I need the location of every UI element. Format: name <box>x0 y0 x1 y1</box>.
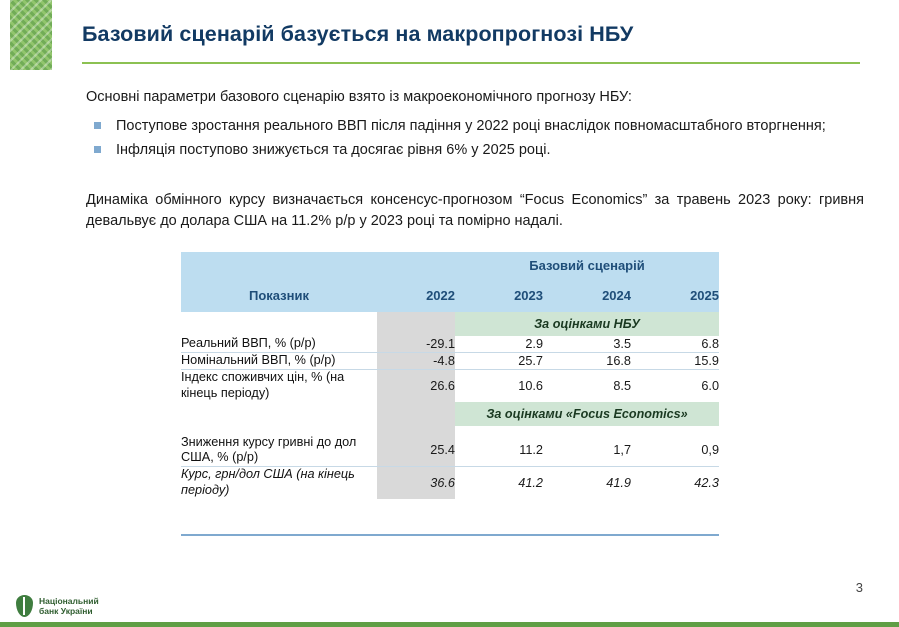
header-spacer <box>377 252 455 278</box>
cell-2025: 42.3 <box>631 467 719 499</box>
nbu-logo-line1: Національний <box>39 595 99 606</box>
page-number: 3 <box>855 580 863 595</box>
cell-2024: 1,7 <box>543 435 631 467</box>
bullet-marker-icon <box>94 122 101 129</box>
cell-2024: 8.5 <box>543 369 631 401</box>
cell-2022: 25.4 <box>377 435 455 467</box>
section-spacer-2022 <box>377 312 455 336</box>
table-spacer-row <box>181 426 719 435</box>
nbu-emblem-icon <box>16 595 33 617</box>
nbu-logo-line2: банк України <box>39 606 93 616</box>
bullet-list <box>92 116 872 163</box>
body-paragraph: Динаміка обмінного курсу визначається консенсус-прогнозом “Focus Economics” за травень 2023 року: гривня девальвує до долара США на 11.2% р/р у 2023 році та помірно надалі. <box>86 192 864 230</box>
table-header-group-row <box>181 252 719 278</box>
cell-2024: 16.8 <box>543 352 631 369</box>
nbu-logo <box>16 595 99 617</box>
cell-2024: 3.5 <box>543 336 631 352</box>
cell-2023: 2.9 <box>455 336 543 352</box>
cell-2025: 6.0 <box>631 369 719 401</box>
spacer-cell <box>181 426 377 435</box>
header-spacer <box>181 252 377 278</box>
cell-2023: 11.2 <box>455 435 543 467</box>
cell-2025: 15.9 <box>631 352 719 369</box>
table-bottom-divider <box>181 534 719 536</box>
section-spacer <box>181 402 377 426</box>
column-header-2024: 2024 <box>543 278 631 312</box>
title-divider <box>82 62 860 64</box>
column-header-indicator: Показник <box>181 278 377 312</box>
row-label: Індекс споживчих цін, % (на кінець періоду) <box>181 369 377 401</box>
nbu-logo-text <box>39 596 99 616</box>
cell-2022: 36.6 <box>377 467 455 499</box>
table-row <box>181 369 719 401</box>
section-spacer-2022 <box>377 402 455 426</box>
intro-text: Основні параметри базового сценарію взято із макроекономічного прогнозу НБУ: <box>86 89 632 105</box>
cell-2023: 25.7 <box>455 352 543 369</box>
list-item-label: Поступове зростання реального ВВП після падіння у 2022 році внаслідок повномасштабного вторгнення; <box>116 118 826 134</box>
spacer-cell <box>543 426 631 435</box>
forecast-table <box>181 252 719 499</box>
page-title: Базовий сценарій базується на макропрогнозі НБУ <box>82 22 634 46</box>
list-item <box>92 116 872 137</box>
column-header-2022: 2022 <box>377 278 455 312</box>
row-label: Зниження курсу гривні до дол США, % (р/р) <box>181 435 377 467</box>
table-header-row <box>181 278 719 312</box>
section-label-focus: За оцінками «Focus Economics» <box>455 402 719 426</box>
list-item <box>92 140 872 161</box>
table-row <box>181 336 719 352</box>
section-spacer <box>181 312 377 336</box>
bullet-marker-icon <box>94 146 101 153</box>
table-row <box>181 435 719 467</box>
spacer-cell <box>631 426 719 435</box>
spacer-cell-2022 <box>377 426 455 435</box>
table-row <box>181 467 719 499</box>
section-header-focus <box>181 402 719 426</box>
list-item-label: Інфляція поступово знижується та досягає рівня 6% у 2025 році. <box>116 141 551 158</box>
cell-2025: 6.8 <box>631 336 719 352</box>
column-header-2025: 2025 <box>631 278 719 312</box>
cell-2024: 41.9 <box>543 467 631 499</box>
cell-2025: 0,9 <box>631 435 719 467</box>
bottom-accent-bar <box>0 622 899 627</box>
row-label: Номінальний ВВП, % (р/р) <box>181 352 377 369</box>
cell-2023: 41.2 <box>455 467 543 499</box>
cell-2023: 10.6 <box>455 369 543 401</box>
cell-2022: -4.8 <box>377 352 455 369</box>
row-label: Курс, грн/дол США (на кінець періоду) <box>181 467 377 499</box>
table-row <box>181 352 719 369</box>
section-label-nbu: За оцінками НБУ <box>455 312 719 336</box>
spacer-cell <box>455 426 543 435</box>
row-label: Реальний ВВП, % (р/р) <box>181 336 377 352</box>
decorative-pattern <box>10 0 52 70</box>
group-header-label: Базовий сценарій <box>455 252 719 278</box>
cell-2022: 26.6 <box>377 369 455 401</box>
section-header-nbu <box>181 312 719 336</box>
cell-2022: -29.1 <box>377 336 455 352</box>
column-header-2023: 2023 <box>455 278 543 312</box>
